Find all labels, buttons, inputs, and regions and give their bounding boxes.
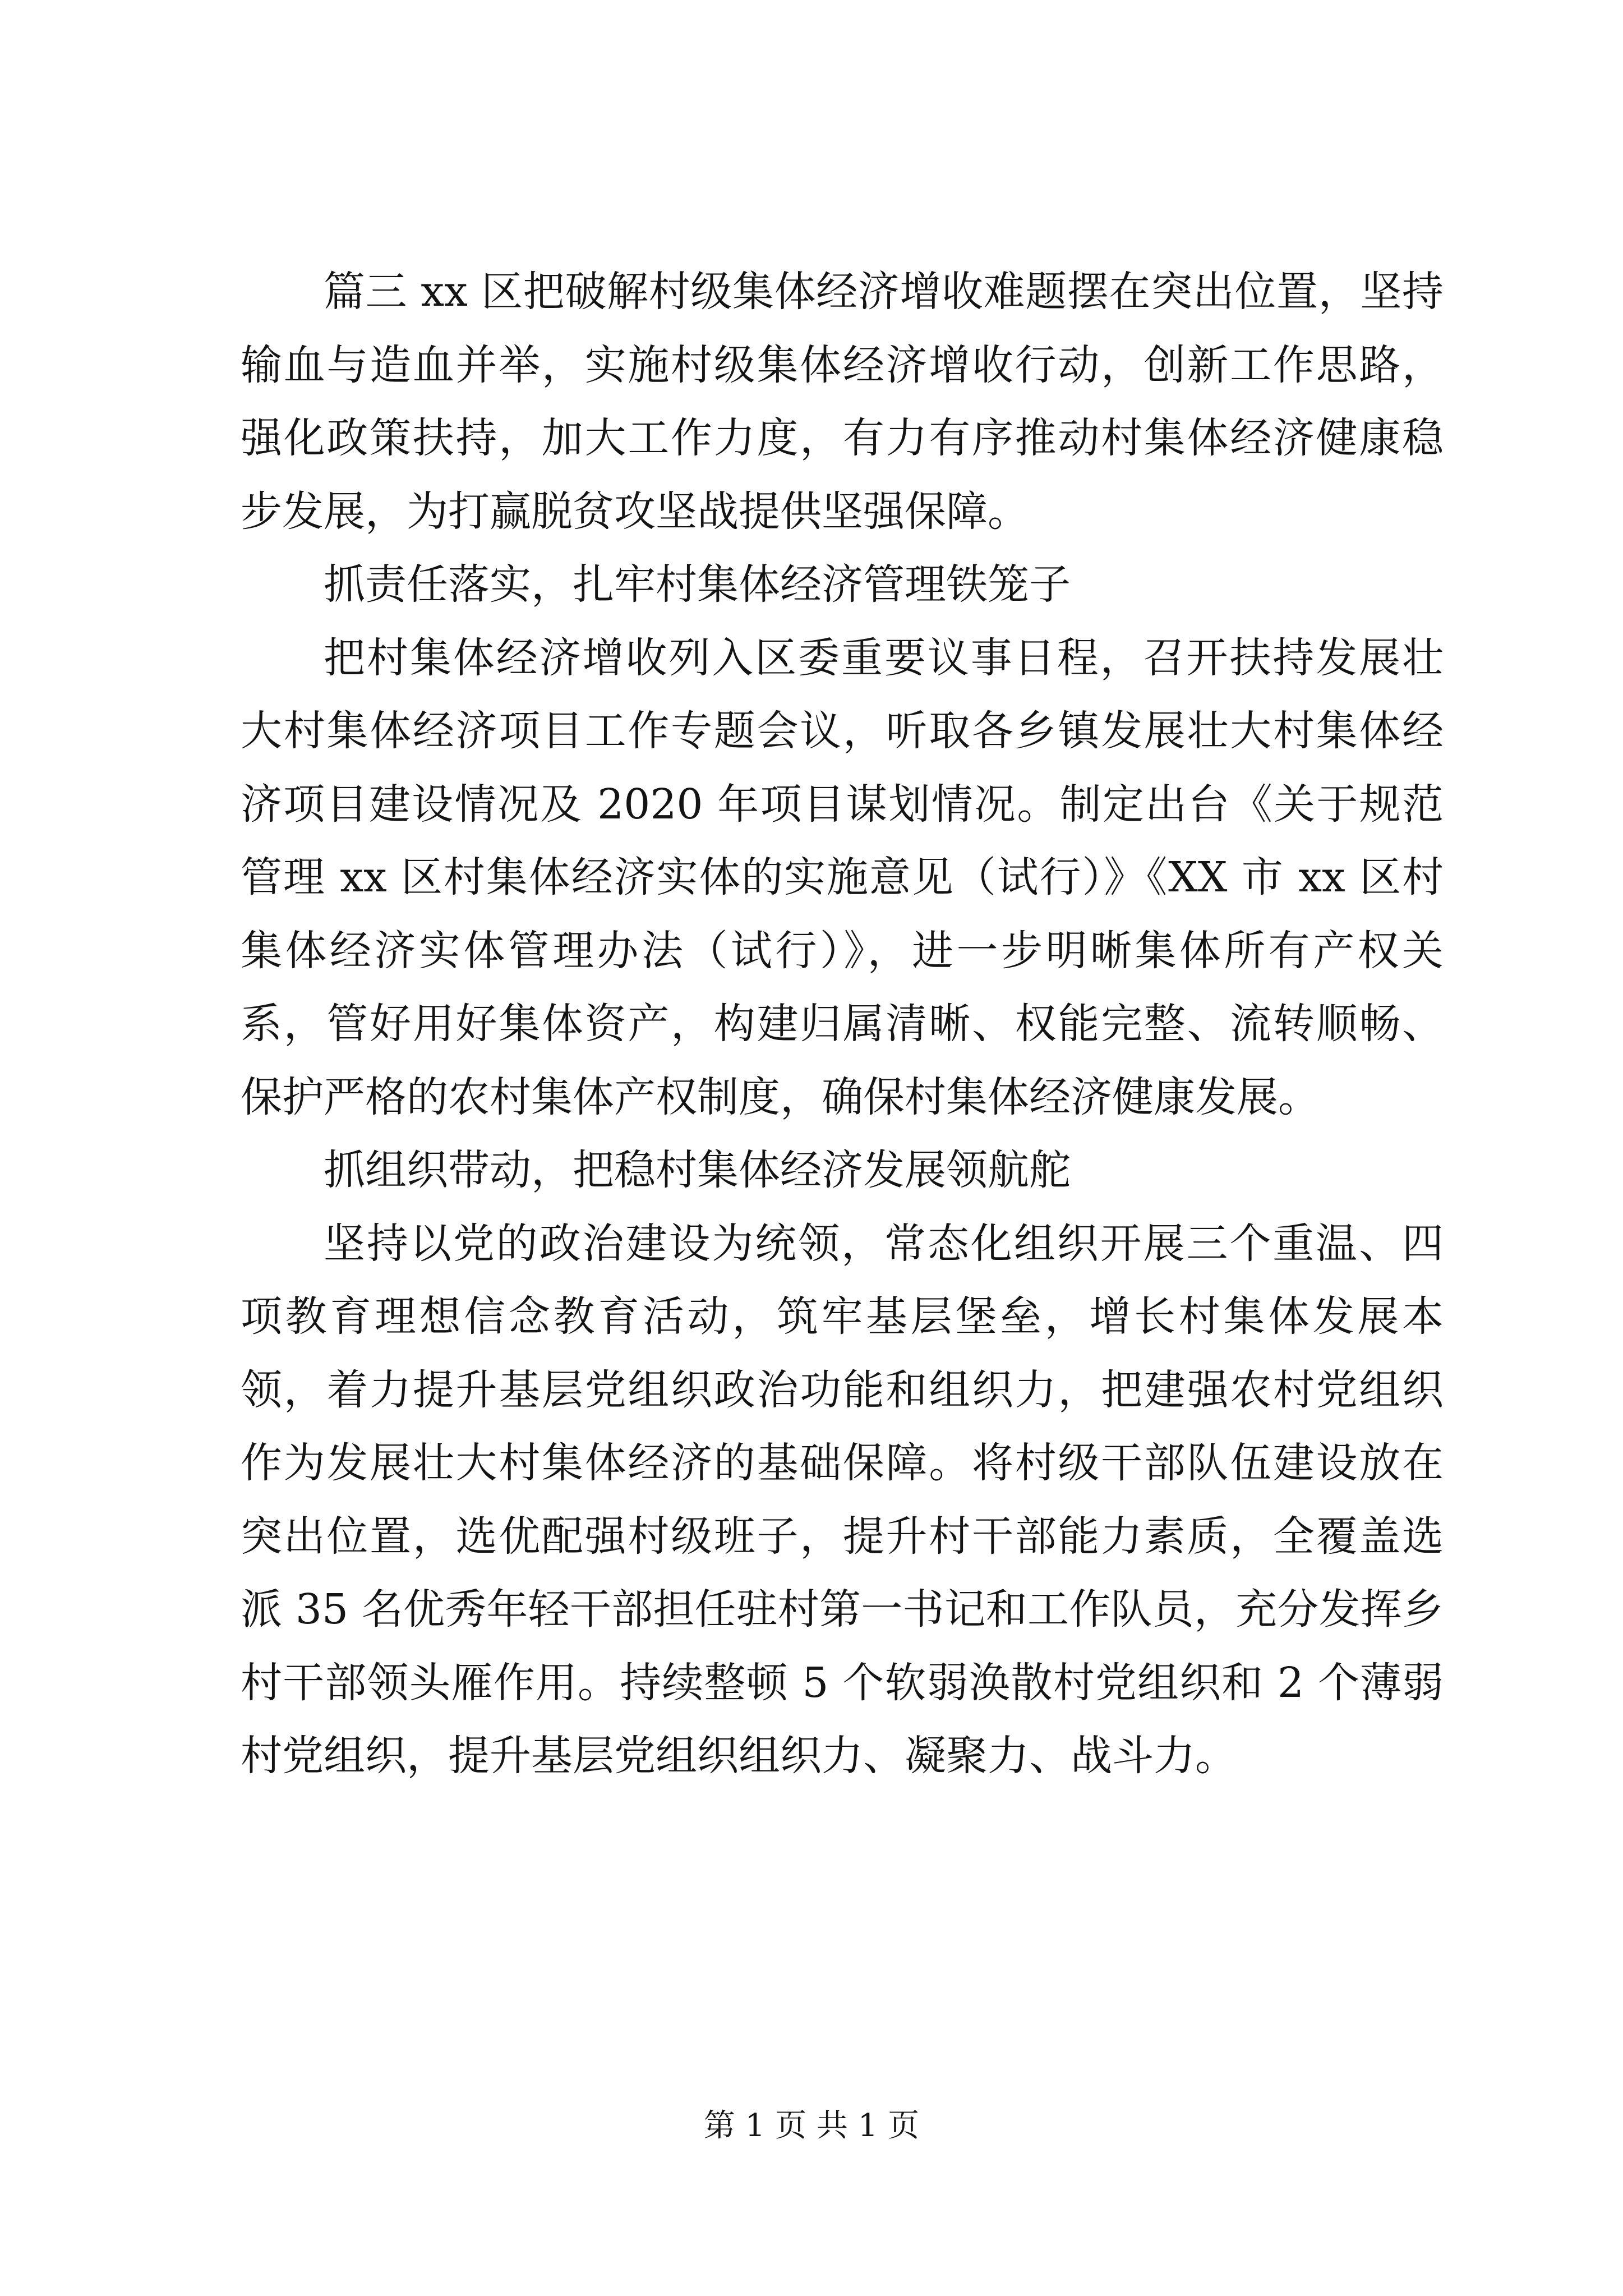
- paragraph-responsibility: 把村集体经济增收列入区委重要议事日程，召开扶持发展壮大村集体经济项目工作专题会议，听取各乡镇发展壮大村集体经济项目建设情况及 2020 年项目谋划情况。制定出台《关于规范管理 xx 区村集体经济实体的实施意见（试行）》《XX 市 xx 区村集体经济实体管理办法（试行）》，进一步明晰集体所有产权关系，管好用好集体资产，构建归属清晰、权能完整、流转顺畅、保护严格的农村集体产权制度，确保村集体经济健康发展。: [241, 633, 1444, 1121]
- document-body: [241, 255, 1444, 1793]
- section-heading-organization: 抓组织带动，把稳村集体经济发展领航舵: [324, 1146, 1071, 1194]
- page-footer: 第 1 页 共 1 页: [703, 2108, 920, 2144]
- paragraph-intro: 篇三 xx 区把破解村级集体经济增收难题摆在突出位置，坚持输血与造血并举，实施村级集体经济增收行动，创新工作思路，强化政策扶持，加大工作力度，有力有序推动村集体经济健康稳步发展，为打赢脱贫攻坚战提供坚强保障。: [241, 268, 1444, 536]
- paragraph-organization: 坚持以党的政治建设为统领，常态化组织开展三个重温、四项教育理想信念教育活动，筑牢基层堡垒，增长村集体发展本领，着力提升基层党组织政治功能和组织力，把建强农村党组织作为发展壮大村集体经济的基础保障。将村级干部队伍建设放在突出位置，选优配强村级班子，提升村干部能力素质，全覆盖选派 35 名优秀年轻干部担任驻村第一书记和工作队员，充分发挥乡村干部领头雁作用。持续整顿 5 个软弱涣散村党组织和 2 个薄弱村党组织，提升基层党组织组织力、凝聚力、战斗力。: [241, 1219, 1444, 1780]
- section-heading-responsibility: 抓责任落实，扎牢村集体经济管理铁笼子: [324, 560, 1071, 609]
